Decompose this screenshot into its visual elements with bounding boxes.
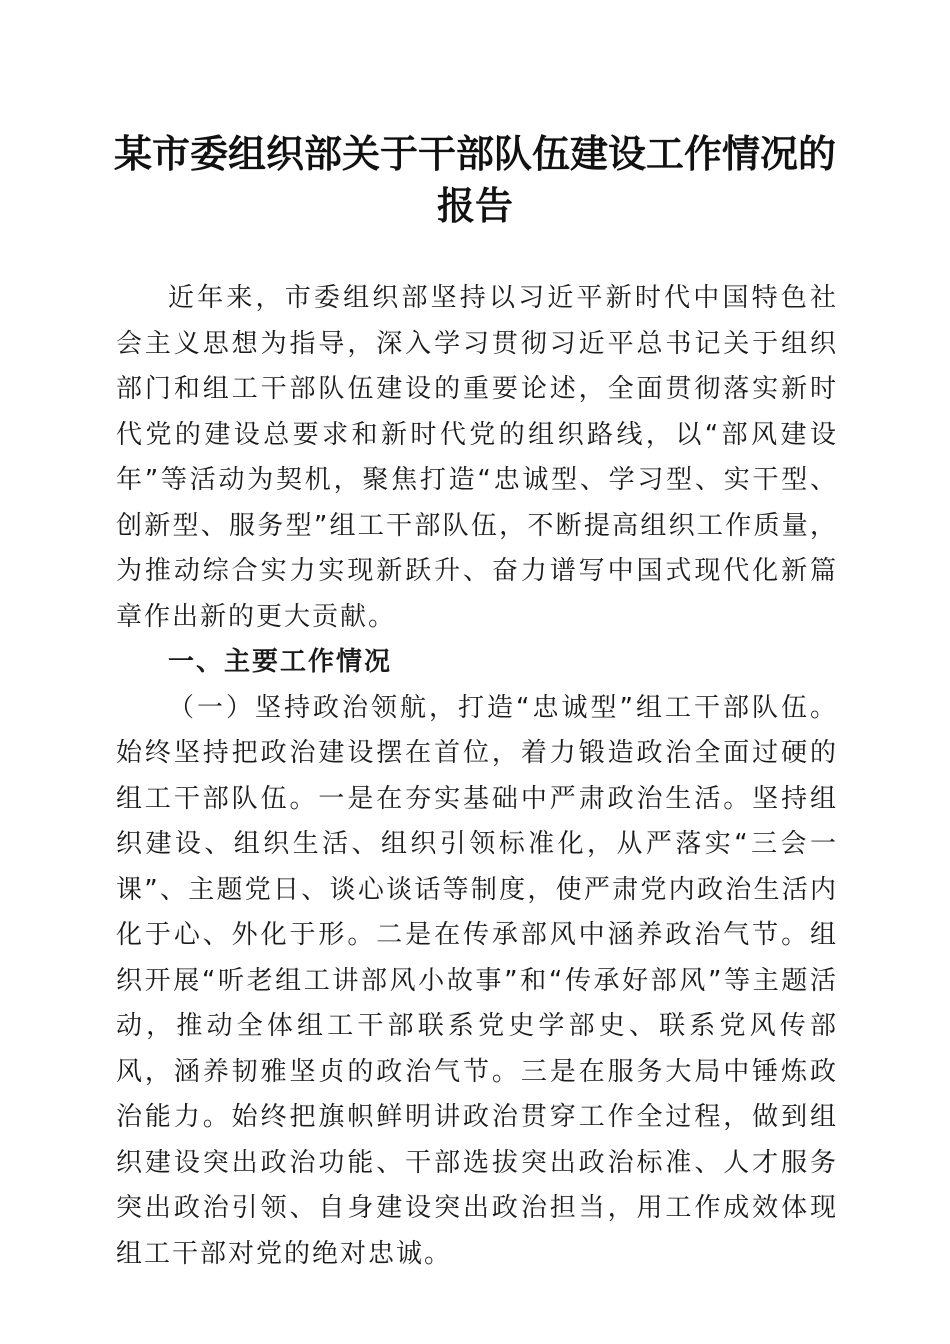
- section-paragraph: （一）坚持政治领航，打造“忠诚型”组工干部队伍。始终坚持把政治建设摆在首位，着力锻造政治全面过硬的组工干部队伍。一是在夯实基础中严肃政治生活。坚持组织建设、组织生活、组织引领标准化，从严落实“三会一课”、主题党日、谈心谈话等制度，使严肃党内政治生活内化于心、外化于形。二是在传承部风中涵养政治气节。组织开展“听老组工讲部风小故事”和“传承好部风”等主题活动，推动全体组工干部联系党史学部史、联系党风传部风，涵养韧雅坚贞的政治气节。三是在服务大局中锤炼政治能力。始终把旗帜鲜明讲政治贯穿工作全过程，做到组织建设突出政治功能、干部选拔突出政治标准、人才服务突出政治引领、自身建设突出政治担当，用工作成效体现组工干部对党的绝对忠诚。: [116, 692, 838, 1269]
- document-body: [116, 276, 838, 1277]
- intro-paragraph: 近年来，市委组织部坚持以习近平新时代中国特色社会主义思想为指导，深入学习贯彻习近平总书记关于组织部门和组工干部队伍建设的重要论述，全面贯彻落实新时代党的建设总要求和新时代党的组织路线，以“部风建设年”等活动为契机，聚焦打造“忠诚型、学习型、实干型、创新型、服务型”组工干部队伍，不断提高组织工作质量，为推动综合实力实现新跃升、奋力谱写中国式现代化新篇章作出新的更大贡献。: [116, 283, 838, 632]
- document-title: 某市委组织部关于干部队伍建设工作情况的报告: [113, 131, 836, 228]
- section-heading: 一、主要工作情况: [168, 647, 393, 677]
